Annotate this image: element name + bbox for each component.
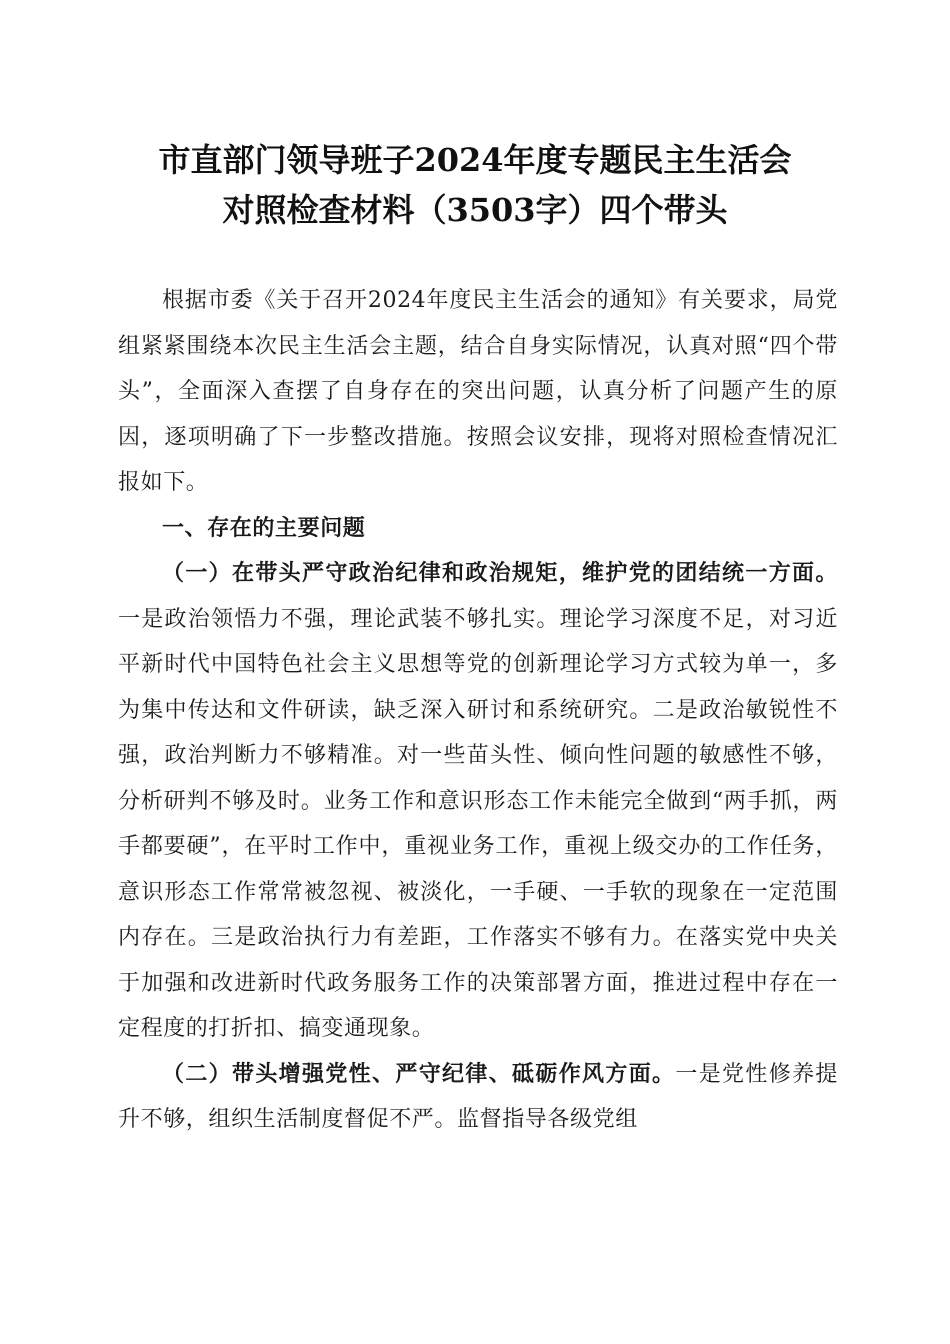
subsection-1-title: （一）在带头严守政治纪律和政治规矩，维护党的团结统一方面。 bbox=[162, 560, 838, 586]
title-line-2: 对照检查材料（3503字）四个带头 bbox=[222, 191, 728, 229]
title-line-1: 市直部门领导班子2024年度专题民主生活会 bbox=[158, 141, 792, 179]
subsection-1-paragraph bbox=[118, 551, 838, 1052]
subsection-1-body: 一是政治领悟力不强，理论武装不够扎实。理论学习深度不足，对习近平新时代中国特色社会主义思想等党的创新理论学习方式较为单一，多为集中传达和文件研读，缺乏深入研讨和系统研究。二是政治敏锐性不强，政治判断力不够精准。对一些苗头性、倾向性问题的敏感性不够，分析研判不够及时。业务工作和意识形态工作未能完全做到“两手抓，两手都要硬”，在平时工作中，重视业务工作，重视上级交办的工作任务，意识形态工作常常被忽视、被淡化，一手硬、一手软的现象在一定范围内存在。三是政治执行力有差距，工作落实不够有力。在落实党中央关于加强和改进新时代政务服务工作的决策部署方面，推进过程中存在一定程度的打折扣、搞变通现象。 bbox=[118, 606, 838, 1041]
intro-paragraph: 根据市委《关于召开2024年度民主生活会的通知》有关要求，局党组紧紧围绕本次民主生活会主题，结合自身实际情况，认真对照“四个带头”，全面深入查摆了自身存在的突出问题，认真分析了问题产生的原因，逐项明确了下一步整改措施。按照会议安排，现将对照检查情况汇报如下。 bbox=[118, 288, 838, 495]
document-body bbox=[118, 278, 838, 1143]
section-heading: 一、存在的主要问题 bbox=[162, 515, 366, 541]
document-title bbox=[100, 135, 850, 235]
subsection-2-body: 一是党性修养提升不够，组织生活制度督促不严。监督指导各级党组 bbox=[118, 1061, 839, 1132]
subsection-2-title: （二）带头增强党性、严守纪律、砥砺作风方面。 bbox=[162, 1060, 676, 1087]
subsection-2-paragraph bbox=[118, 1052, 838, 1143]
